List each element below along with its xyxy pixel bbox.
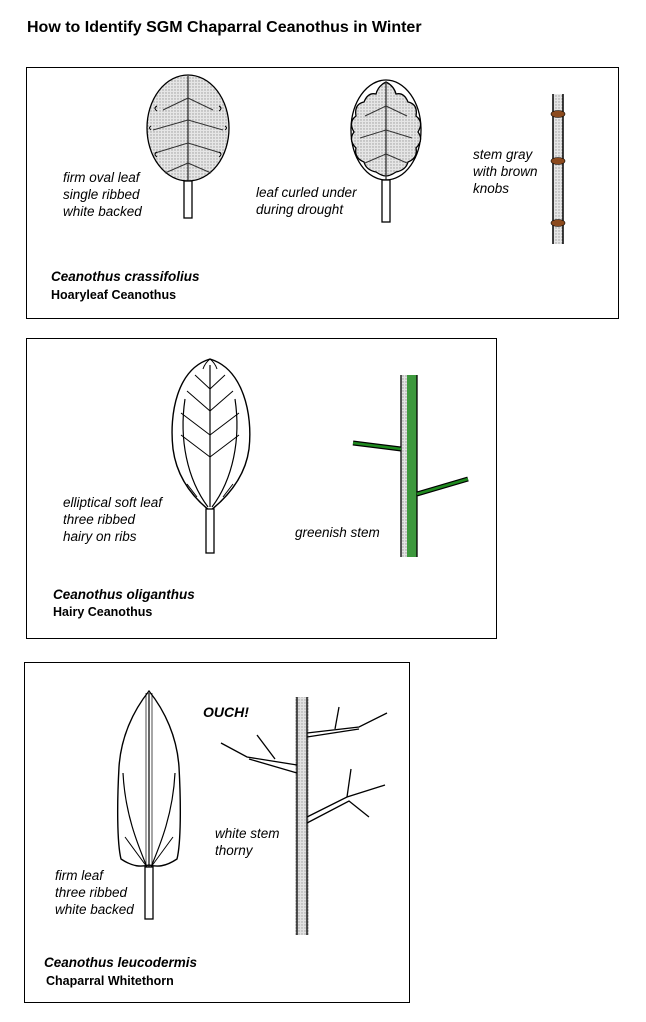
gray-stem-icon	[551, 94, 565, 244]
note-oval-leaf: firm oval leaf single ribbed white backed	[63, 170, 142, 219]
note-gray-stem: stem gray with brown knobs	[473, 147, 538, 196]
latin-name: Ceanothus crassifolius	[51, 269, 200, 284]
curled-leaf-icon	[351, 80, 421, 222]
panel-leucodermis	[24, 662, 410, 1003]
page-title: How to Identify SGM Chaparral Ceanothus in Winter	[27, 19, 422, 36]
panel-oliganthus	[26, 338, 497, 639]
note-firm-leaf: firm leaf three ribbed white backed	[55, 868, 134, 917]
note-greenish-stem: greenish stem	[295, 525, 380, 540]
thorny-stem-icon	[221, 697, 387, 935]
latin-name: Ceanothus oliganthus	[53, 587, 195, 602]
note-elliptical-leaf: elliptical soft leaf three ribbed hairy on ribs	[63, 495, 163, 544]
common-name: Hoaryleaf Ceanothus	[51, 288, 177, 302]
note-white-stem: white stem thorny	[215, 826, 280, 858]
common-name: Hairy Ceanothus	[53, 605, 153, 619]
panel-crassifolius	[26, 67, 619, 319]
elliptical-leaf-icon	[172, 359, 250, 553]
latin-name: Ceanothus leucodermis	[44, 955, 198, 970]
common-name: Chaparral Whitethorn	[46, 974, 174, 988]
note-curled-leaf: leaf curled under during drought	[256, 185, 357, 217]
ouch-label: OUCH!	[203, 704, 249, 720]
oval-leaf-icon	[147, 75, 229, 218]
